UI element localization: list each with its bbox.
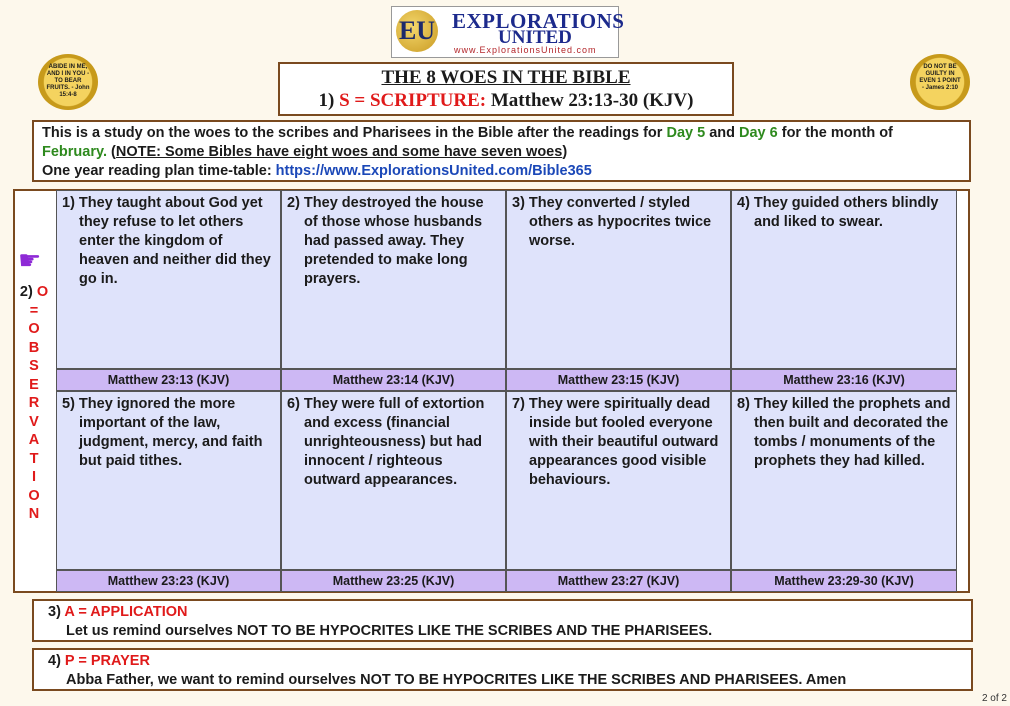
badge-left: ABIDE IN ME, AND I IN YOU - TO BEAR FRUITS. - John 15:4-8 <box>38 54 98 110</box>
logo-line1: EXPLORATIONS <box>452 9 625 33</box>
woe-cell-5 <box>56 391 281 570</box>
woe-text: 1) They taught about God yet they refuse to let others enter the kingdom of heaven and neither did they go in. <box>62 195 271 287</box>
page-number: 2 of 2 <box>981 693 1007 704</box>
woe-text: 2) They destroyed the house of those whose husbands had passed away. They pretended to make long prayers. <box>287 195 484 287</box>
observation-word: O B S E R V A T I O N <box>28 321 40 522</box>
day6-label: Day 6 <box>739 125 778 141</box>
woe-ref-1: Matthew 23:13 (KJV) <box>56 369 281 391</box>
logo-line2: UNITED <box>498 27 572 48</box>
month-label: February. <box>42 144 108 160</box>
woe-text: 7) They were spiritually dead inside but fooled everyone with their beautiful outward appearances good visible behaviours. <box>512 396 719 488</box>
woe-ref-7: Matthew 23:27 (KJV) <box>506 570 731 592</box>
prayer-text: Abba Father, we want to remind ourselves NOT TO BE HYPOCRITES LIKE THE SCRIBES AND PHARISEES. Amen <box>66 672 847 688</box>
woe-text: 3) They converted / styled others as hypocrites twice worse. <box>512 195 712 249</box>
plan-label: One year reading plan time-table: <box>42 163 276 179</box>
note-text: NOTE: Some Bibles have eight woes and some have seven woes <box>115 144 563 160</box>
woe-cell-3 <box>506 190 731 369</box>
woe-cell-7 <box>506 391 731 570</box>
application-label: A = APPLICATION <box>64 604 188 620</box>
title-line2: 1) S = SCRIPTURE: Matthew 23:13-30 (KJV) <box>318 90 694 111</box>
observation-label: 2) O = O B S E R V A T I O N <box>16 283 52 524</box>
woe-ref-4: Matthew 23:16 (KJV) <box>731 369 957 391</box>
woe-ref-3: Matthew 23:15 (KJV) <box>506 369 731 391</box>
pointing-hand-icon: ☛ <box>18 245 42 275</box>
plan-link[interactable]: https://www.ExplorationsUnited.com/Bible365 <box>275 163 592 179</box>
woe-cell-6 <box>281 391 506 570</box>
badge-right: DO NOT BE GUILTY IN EVEN 1 POINT - James 2:10 <box>910 54 970 110</box>
woe-cell-1 <box>56 190 281 369</box>
application-box: 3) A = APPLICATION Let us remind ourselves NOT TO BE HYPOCRITES LIKE THE SCRIBES AND THE PHARISEES. <box>32 599 973 642</box>
eu-emblem: EU <box>396 10 438 52</box>
woe-text: 5) They ignored the more important of the law, judgment, mercy, and faith but paid tithes. <box>62 396 263 469</box>
woe-cell-2 <box>281 190 506 369</box>
woe-ref-5: Matthew 23:23 (KJV) <box>56 570 281 592</box>
title-line1: THE 8 WOES IN THE BIBLE <box>381 67 631 88</box>
woe-cell-8 <box>731 391 957 570</box>
woe-cell-4 <box>731 190 957 369</box>
intro-box: This is a study on the woes to the scribes and Pharisees in the Bible after the readings for Day 5 and Day 6 for the month of February. (NOTE: Some Bibles have eight woes and some have seven woes) One year reading plan time-table: https://www.ExplorationsUnited.com/Bible365 <box>32 120 971 182</box>
woe-text: 8) They killed the prophets and then built and decorated the tombs / monuments of the prophets they had killed. <box>737 396 951 469</box>
woe-ref-6: Matthew 23:25 (KJV) <box>281 570 506 592</box>
woe-text: 4) They guided others blindly and liked to swear. <box>737 195 939 230</box>
day5-label: Day 5 <box>666 125 706 141</box>
woe-ref-8: Matthew 23:29-30 (KJV) <box>731 570 957 592</box>
scripture-label: S = SCRIPTURE: <box>339 90 487 111</box>
application-text: Let us remind ourselves NOT TO BE HYPOCRITES LIKE THE SCRIBES AND THE PHARISEES. <box>66 623 713 639</box>
woe-text: 6) They were full of extortion and excess (financial unrighteousness) but had innocent / righteous outward appearances. <box>287 396 485 488</box>
prayer-box: 4) P = PRAYER Abba Father, we want to remind ourselves NOT TO BE HYPOCRITES LIKE THE SCRIBES AND PHARISEES. Amen <box>32 648 973 691</box>
prayer-label: P = PRAYER <box>64 653 150 669</box>
site-logo[interactable] <box>391 6 625 58</box>
page-title <box>278 62 734 116</box>
woe-ref-2: Matthew 23:14 (KJV) <box>281 369 506 391</box>
logo-url: www.ExplorationsUnited.com <box>454 45 597 55</box>
